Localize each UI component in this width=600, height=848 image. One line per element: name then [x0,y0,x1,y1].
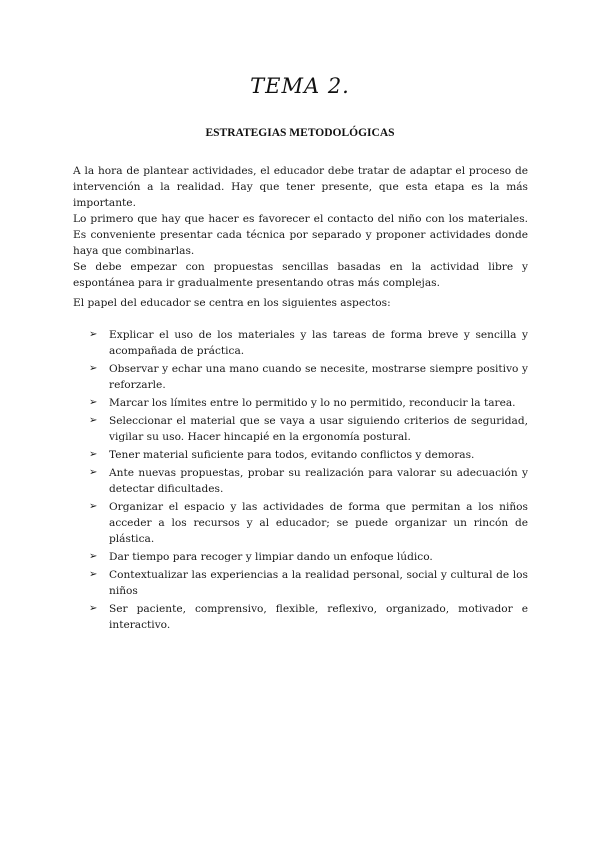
arrow-bullet-icon: ➢ [89,501,98,512]
list-item-text: Observar y echar una mano cuando se necesite, mostrarse siempre positivo y reforzarle. [109,363,528,391]
arrow-bullet-icon: ➢ [89,329,98,340]
arrow-bullet-icon: ➢ [89,551,98,562]
list-item [73,567,528,599]
intro-paragraph: Lo primero que hay que hacer es favorecer el contacto del niño con los materiales. Es conveniente presentar cada técnica por separado y proponer actividades donde haya que combinarlas. [73,213,528,257]
list-item-text: Seleccionar el material que se vaya a usar siguiendo criterios de seguridad, vigilar su uso. Hacer hincapié en la ergonomía postural. [109,415,528,443]
list-item-text: Marcar los límites entre lo permitido y lo no permitido, reconducir la tarea. [109,397,516,409]
list-item [73,499,528,547]
list-item-text: Organizar el espacio y las actividades de forma que permitan a los niños acceder a los recursos y al educador; se puede organizar un rincón de plástica. [109,501,528,545]
intro-paragraph: A la hora de plantear actividades, el educador debe tratar de adaptar el proceso de intervención a la realidad. Hay que tener presente, que esta etapa es la más importante. [73,165,528,209]
list-item [73,327,528,359]
list-item [73,465,528,497]
strategy-list [73,327,528,635]
list-item-text: Ser paciente, comprensivo, flexible, reflexivo, organizado, motivador e interactivo. [109,603,528,631]
list-item-text: Contextualizar las experiencias a la realidad personal, social y cultural de los niños [109,569,528,597]
page-title: TEMA 2. [250,74,350,98]
arrow-bullet-icon: ➢ [89,467,98,478]
list-item [73,447,528,463]
list-item-text: Explicar el uso de los materiales y las tareas de forma breve y sencilla y acompañada de práctica. [109,329,528,357]
list-item [73,361,528,393]
intro-text [73,163,528,291]
list-item-text: Ante nuevas propuestas, probar su realización para valorar su adecuación y detectar dificultades. [109,467,528,495]
arrow-bullet-icon: ➢ [89,603,98,614]
arrow-bullet-icon: ➢ [89,449,98,460]
arrow-bullet-icon: ➢ [89,569,98,580]
arrow-bullet-icon: ➢ [89,415,98,426]
list-item [73,413,528,445]
aspects-intro: El papel del educador se centra en los siguientes aspectos: [73,297,391,309]
list-item [73,395,528,411]
list-item [73,549,528,565]
arrow-bullet-icon: ➢ [89,363,98,374]
list-item-text: Dar tiempo para recoger y limpiar dando un enfoque lúdico. [109,551,433,563]
list-item-text: Tener material suficiente para todos, evitando conflictos y demoras. [109,449,475,461]
arrow-bullet-icon: ➢ [89,397,98,408]
intro-paragraph: Se debe empezar con propuestas sencillas basadas en la actividad libre y espontánea para ir gradualmente presentando otras más complejas. [73,261,528,289]
section-heading: ESTRATEGIAS METODOLÓGICAS [205,127,395,139]
list-item [73,601,528,633]
